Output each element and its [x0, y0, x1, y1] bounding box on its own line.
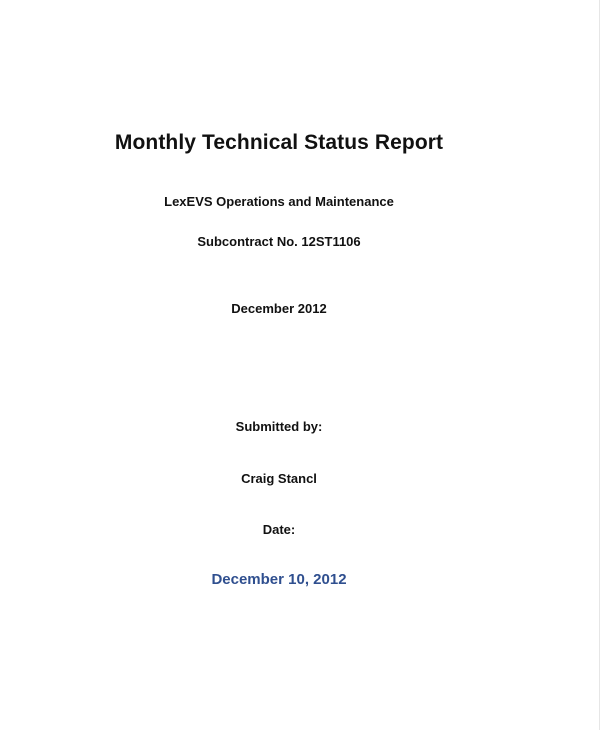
submitter-name: Craig Stancl: [241, 471, 317, 486]
project-name: LexEVS Operations and Maintenance: [164, 194, 394, 209]
submitted-by-label: Submitted by:: [235, 419, 323, 434]
subcontract-number: Subcontract No. 12ST1106: [197, 234, 361, 249]
report-title: Monthly Technical Status Report: [114, 131, 444, 154]
date-label: Date:: [262, 522, 296, 537]
report-period: December 2012: [231, 301, 327, 316]
submitted-date: December 10, 2012: [211, 571, 347, 588]
